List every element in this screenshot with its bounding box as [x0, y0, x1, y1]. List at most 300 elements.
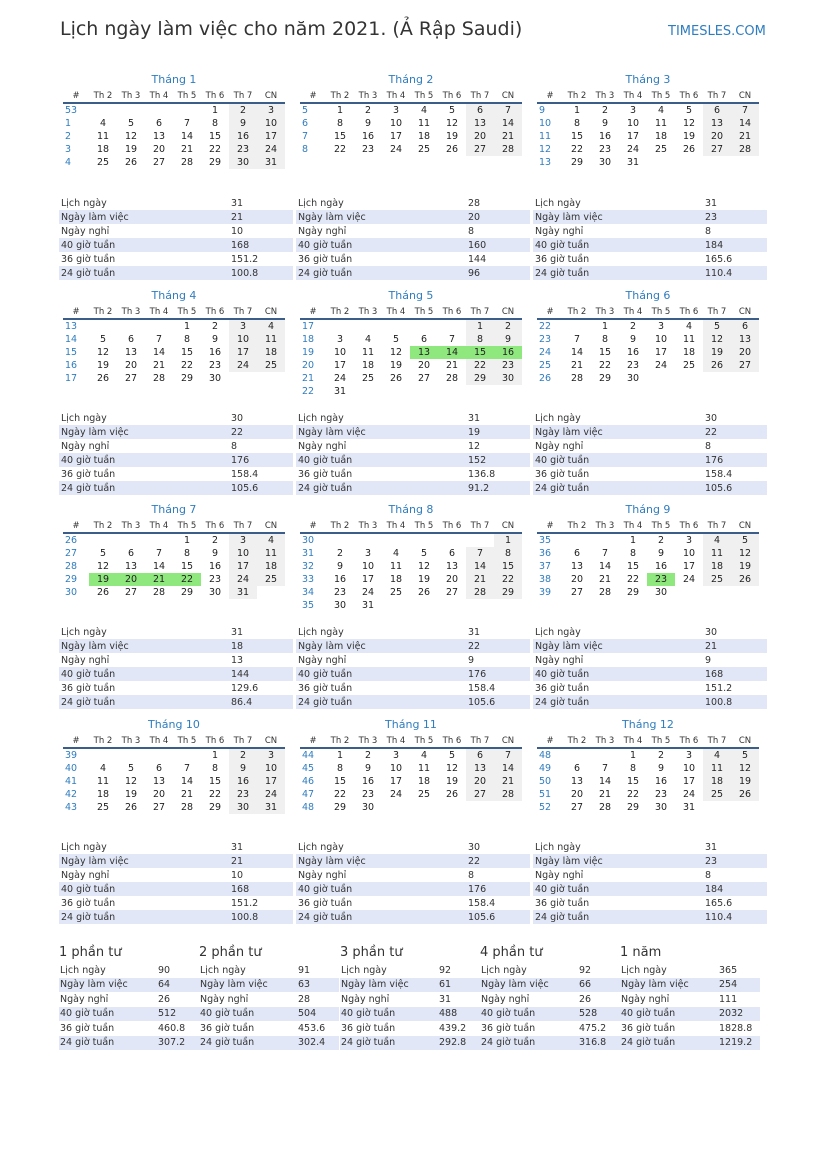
day-cell[interactable]: 19	[703, 346, 731, 359]
day-cell[interactable]: 31	[257, 801, 285, 814]
day-cell[interactable]: 2	[229, 748, 257, 762]
day-cell[interactable]: 22	[333, 789, 347, 800]
day-cell[interactable]: 31	[229, 586, 257, 599]
day-cell[interactable]: 21	[180, 789, 194, 800]
day-cell[interactable]: 8	[601, 334, 609, 345]
day-cell[interactable]: 17	[229, 560, 257, 573]
day-cell[interactable]: 13	[570, 561, 584, 572]
day-cell[interactable]: 17	[682, 776, 696, 787]
day-cell[interactable]: 16	[208, 561, 222, 572]
day-cell[interactable]: 6	[420, 334, 428, 345]
day-cell[interactable]: 26	[682, 144, 696, 155]
day-cell[interactable]: 23	[647, 573, 675, 586]
day-cell[interactable]: 26	[389, 373, 403, 384]
day-cell[interactable]: 11	[682, 334, 696, 345]
day-cell[interactable]: 15	[208, 776, 222, 787]
day-cell[interactable]: 24	[361, 587, 375, 598]
day-cell[interactable]: 12	[682, 118, 696, 129]
day-cell[interactable]: 28	[494, 788, 522, 801]
day-cell[interactable]: 29	[626, 587, 640, 598]
day-cell[interactable]: 22	[626, 574, 640, 585]
day-cell[interactable]: 2	[229, 103, 257, 117]
day-cell[interactable]: 10	[682, 763, 696, 774]
day-cell[interactable]: 18	[389, 574, 403, 585]
day-cell[interactable]: 3	[685, 750, 693, 761]
day-cell[interactable]: 23	[598, 144, 612, 155]
day-cell[interactable]: 4	[364, 334, 372, 345]
day-cell[interactable]: 2	[364, 105, 372, 116]
day-cell[interactable]: 1	[336, 105, 344, 116]
day-cell[interactable]: 19	[445, 131, 459, 142]
day-cell[interactable]: 3	[229, 533, 257, 547]
day-cell[interactable]: 31	[682, 802, 696, 813]
day-cell[interactable]: 10	[389, 763, 403, 774]
day-cell[interactable]: 4	[685, 321, 693, 332]
day-cell[interactable]: 24	[389, 789, 403, 800]
day-cell[interactable]: 30	[654, 802, 668, 813]
day-cell[interactable]: 13	[152, 131, 166, 142]
day-cell[interactable]: 4	[420, 105, 428, 116]
day-cell[interactable]: 28	[570, 373, 584, 384]
day-cell[interactable]: 9	[657, 548, 665, 559]
day-cell[interactable]: 29	[626, 802, 640, 813]
day-cell[interactable]: 22	[208, 144, 222, 155]
day-cell[interactable]: 12	[124, 776, 138, 787]
day-cell[interactable]: 21	[570, 360, 584, 371]
day-cell[interactable]: 20	[570, 574, 584, 585]
day-cell[interactable]: 16	[598, 131, 612, 142]
day-cell[interactable]: 9	[211, 334, 219, 345]
day-cell[interactable]: 16	[361, 131, 375, 142]
day-cell[interactable]: 24	[682, 789, 696, 800]
day-cell[interactable]: 20	[731, 346, 759, 359]
day-cell[interactable]: 24	[257, 143, 285, 156]
day-cell[interactable]: 12	[124, 131, 138, 142]
day-cell[interactable]: 4	[420, 750, 428, 761]
day-cell[interactable]: 19	[89, 573, 117, 586]
day-cell[interactable]: 19	[389, 360, 403, 371]
day-cell[interactable]: 29	[180, 373, 194, 384]
day-cell[interactable]: 12	[96, 347, 110, 358]
day-cell[interactable]: 4	[99, 763, 107, 774]
day-cell[interactable]: 5	[99, 548, 107, 559]
day-cell[interactable]: 16	[361, 776, 375, 787]
day-cell[interactable]: 18	[257, 346, 285, 359]
day-cell[interactable]: 19	[731, 775, 759, 788]
day-cell[interactable]: 29	[598, 373, 612, 384]
day-cell[interactable]: 13	[124, 561, 138, 572]
day-cell[interactable]: 26	[445, 789, 459, 800]
day-cell[interactable]: 27	[570, 802, 584, 813]
day-cell[interactable]: 30	[626, 373, 640, 384]
day-cell[interactable]: 10	[654, 334, 668, 345]
day-cell[interactable]: 6	[448, 548, 456, 559]
day-cell[interactable]: 3	[257, 748, 285, 762]
day-cell[interactable]: 16	[654, 776, 668, 787]
day-cell[interactable]: 21	[180, 144, 194, 155]
day-cell[interactable]: 20	[152, 144, 166, 155]
day-cell[interactable]: 30	[654, 587, 668, 598]
day-cell[interactable]: 30	[598, 157, 612, 168]
day-cell[interactable]: 19	[417, 574, 431, 585]
day-cell[interactable]: 18	[417, 776, 431, 787]
day-cell[interactable]: 16	[626, 347, 640, 358]
day-cell[interactable]: 2	[657, 750, 665, 761]
day-cell[interactable]: 4	[99, 118, 107, 129]
day-cell[interactable]: 28	[598, 802, 612, 813]
day-cell[interactable]: 15	[494, 560, 522, 573]
day-cell[interactable]: 24	[626, 144, 640, 155]
day-cell[interactable]: 15	[598, 347, 612, 358]
day-cell[interactable]: 1	[211, 750, 219, 761]
day-cell[interactable]: 8	[629, 548, 637, 559]
day-cell[interactable]: 24	[229, 359, 257, 372]
day-cell[interactable]: 1	[601, 321, 609, 332]
day-cell[interactable]: 18	[703, 560, 731, 573]
day-cell[interactable]: 4	[703, 748, 731, 762]
day-cell[interactable]: 27	[152, 157, 166, 168]
day-cell[interactable]: 3	[336, 334, 344, 345]
day-cell[interactable]: 15	[626, 776, 640, 787]
day-cell[interactable]: 21	[466, 573, 494, 586]
day-cell[interactable]: 28	[731, 143, 759, 156]
day-cell[interactable]: 30	[229, 801, 257, 814]
day-cell[interactable]: 27	[466, 143, 494, 156]
day-cell[interactable]: 9	[336, 561, 344, 572]
day-cell[interactable]: 31	[361, 600, 375, 611]
day-cell[interactable]: 28	[466, 586, 494, 599]
day-cell[interactable]: 22	[598, 360, 612, 371]
day-cell[interactable]: 7	[183, 763, 191, 774]
day-cell[interactable]: 16	[208, 347, 222, 358]
day-cell[interactable]: 18	[682, 347, 696, 358]
day-cell[interactable]: 21	[731, 130, 759, 143]
day-cell[interactable]: 8	[336, 763, 344, 774]
day-cell[interactable]: 2	[211, 535, 219, 546]
day-cell[interactable]: 12	[389, 347, 403, 358]
day-cell[interactable]: 7	[183, 118, 191, 129]
day-cell[interactable]: 7	[448, 334, 456, 345]
day-cell[interactable]: 14	[598, 561, 612, 572]
day-cell[interactable]: 2	[657, 535, 665, 546]
day-cell[interactable]: 7	[573, 334, 581, 345]
day-cell[interactable]: 10	[257, 762, 285, 775]
day-cell[interactable]: 29	[494, 586, 522, 599]
day-cell[interactable]: 13	[124, 347, 138, 358]
day-cell[interactable]: 7	[155, 548, 163, 559]
day-cell[interactable]: 7	[494, 748, 522, 762]
day-cell[interactable]: 25	[654, 144, 668, 155]
day-cell[interactable]: 18	[257, 560, 285, 573]
day-cell[interactable]: 4	[657, 105, 665, 116]
day-cell[interactable]: 17	[257, 130, 285, 143]
day-cell[interactable]: 27	[703, 143, 731, 156]
day-cell[interactable]: 21	[598, 574, 612, 585]
day-cell[interactable]: 19	[682, 131, 696, 142]
day-cell[interactable]: 27	[731, 359, 759, 372]
day-cell[interactable]: 21	[598, 789, 612, 800]
brand-link[interactable]: TIMESLES.COM	[668, 24, 766, 39]
day-cell[interactable]: 12	[445, 118, 459, 129]
day-cell[interactable]: 2	[364, 750, 372, 761]
day-cell[interactable]: 19	[96, 360, 110, 371]
day-cell[interactable]: 21	[152, 360, 166, 371]
day-cell[interactable]: 10	[361, 561, 375, 572]
day-cell[interactable]: 5	[685, 105, 693, 116]
day-cell[interactable]: 1	[466, 319, 494, 333]
day-cell[interactable]: 25	[96, 157, 110, 168]
day-cell[interactable]: 5	[448, 750, 456, 761]
day-cell[interactable]: 11	[257, 547, 285, 560]
day-cell[interactable]: 15	[333, 131, 347, 142]
day-cell[interactable]: 14	[731, 117, 759, 130]
day-cell[interactable]: 27	[124, 587, 138, 598]
day-cell[interactable]: 24	[654, 360, 668, 371]
day-cell[interactable]: 28	[598, 587, 612, 598]
day-cell[interactable]: 13	[703, 117, 731, 130]
day-cell[interactable]: 5	[731, 748, 759, 762]
day-cell[interactable]: 4	[392, 548, 400, 559]
day-cell[interactable]: 1	[211, 105, 219, 116]
day-cell[interactable]: 20	[703, 130, 731, 143]
day-cell[interactable]: 9	[629, 334, 637, 345]
day-cell[interactable]: 5	[448, 105, 456, 116]
day-cell[interactable]: 28	[152, 587, 166, 598]
day-cell[interactable]: 13	[466, 117, 494, 130]
day-cell[interactable]: 24	[333, 373, 347, 384]
day-cell[interactable]: 2	[336, 548, 344, 559]
day-cell[interactable]: 9	[364, 118, 372, 129]
day-cell[interactable]: 2	[629, 321, 637, 332]
day-cell[interactable]: 10	[389, 118, 403, 129]
day-cell[interactable]: 21	[445, 360, 459, 371]
day-cell[interactable]: 22	[173, 573, 201, 586]
day-cell[interactable]: 13	[445, 561, 459, 572]
day-cell[interactable]: 7	[731, 103, 759, 117]
day-cell[interactable]: 25	[257, 573, 285, 586]
day-cell[interactable]: 1	[494, 533, 522, 547]
day-cell[interactable]: 20	[466, 775, 494, 788]
day-cell[interactable]: 11	[654, 118, 668, 129]
day-cell[interactable]: 15	[180, 561, 194, 572]
day-cell[interactable]: 22	[208, 789, 222, 800]
day-cell[interactable]: 6	[127, 334, 135, 345]
day-cell[interactable]: 22	[570, 144, 584, 155]
day-cell[interactable]: 11	[96, 131, 110, 142]
day-cell[interactable]: 13	[570, 776, 584, 787]
day-cell[interactable]: 30	[361, 802, 375, 813]
day-cell[interactable]: 10	[626, 118, 640, 129]
day-cell[interactable]: 30	[494, 372, 522, 385]
day-cell[interactable]: 23	[626, 360, 640, 371]
day-cell[interactable]: 1	[629, 750, 637, 761]
day-cell[interactable]: 24	[229, 573, 257, 586]
day-cell[interactable]: 17	[361, 574, 375, 585]
day-cell[interactable]: 22	[494, 573, 522, 586]
day-cell[interactable]: 18	[417, 131, 431, 142]
day-cell[interactable]: 27	[466, 788, 494, 801]
day-cell[interactable]: 15	[333, 776, 347, 787]
day-cell[interactable]: 12	[445, 763, 459, 774]
day-cell[interactable]: 28	[152, 373, 166, 384]
day-cell[interactable]: 25	[389, 587, 403, 598]
day-cell[interactable]: 18	[96, 144, 110, 155]
day-cell[interactable]: 5	[99, 334, 107, 345]
day-cell[interactable]: 7	[494, 103, 522, 117]
day-cell[interactable]: 23	[229, 788, 257, 801]
day-cell[interactable]: 8	[183, 548, 191, 559]
day-cell[interactable]: 9	[229, 117, 257, 130]
day-cell[interactable]: 13	[731, 333, 759, 346]
day-cell[interactable]: 5	[127, 118, 135, 129]
day-cell[interactable]: 30	[208, 587, 222, 598]
day-cell[interactable]: 27	[152, 802, 166, 813]
day-cell[interactable]: 30	[229, 156, 257, 169]
day-cell[interactable]: 31	[626, 157, 640, 168]
day-cell[interactable]: 11	[703, 762, 731, 775]
day-cell[interactable]: 28	[494, 143, 522, 156]
day-cell[interactable]: 13	[410, 346, 438, 359]
day-cell[interactable]: 25	[417, 789, 431, 800]
day-cell[interactable]: 30	[333, 600, 347, 611]
day-cell[interactable]: 20	[117, 573, 145, 586]
day-cell[interactable]: 27	[570, 587, 584, 598]
day-cell[interactable]: 25	[682, 360, 696, 371]
day-cell[interactable]: 25	[96, 802, 110, 813]
day-cell[interactable]: 7	[155, 334, 163, 345]
day-cell[interactable]: 25	[361, 373, 375, 384]
day-cell[interactable]: 29	[466, 372, 494, 385]
day-cell[interactable]: 9	[364, 763, 372, 774]
day-cell[interactable]: 29	[208, 157, 222, 168]
day-cell[interactable]: 2	[601, 105, 609, 116]
day-cell[interactable]: 27	[124, 373, 138, 384]
day-cell[interactable]: 1	[183, 321, 191, 332]
day-cell[interactable]: 29	[333, 802, 347, 813]
day-cell[interactable]: 22	[626, 789, 640, 800]
day-cell[interactable]: 19	[124, 144, 138, 155]
day-cell[interactable]: 25	[703, 788, 731, 801]
day-cell[interactable]: 29	[180, 587, 194, 598]
day-cell[interactable]: 20	[417, 360, 431, 371]
day-cell[interactable]: 16	[654, 561, 668, 572]
day-cell[interactable]: 15	[208, 131, 222, 142]
day-cell[interactable]: 26	[703, 359, 731, 372]
day-cell[interactable]: 9	[211, 548, 219, 559]
day-cell[interactable]: 31	[333, 386, 347, 397]
day-cell[interactable]: 11	[361, 347, 375, 358]
day-cell[interactable]: 17	[229, 346, 257, 359]
day-cell[interactable]: 2	[211, 321, 219, 332]
day-cell[interactable]: 1	[573, 105, 581, 116]
day-cell[interactable]: 19	[731, 560, 759, 573]
day-cell[interactable]: 20	[570, 789, 584, 800]
day-cell[interactable]: 27	[445, 587, 459, 598]
day-cell[interactable]: 8	[573, 118, 581, 129]
day-cell[interactable]: 6	[466, 103, 494, 117]
day-cell[interactable]: 14	[466, 560, 494, 573]
day-cell[interactable]: 23	[229, 143, 257, 156]
day-cell[interactable]: 26	[731, 573, 759, 586]
day-cell[interactable]: 26	[731, 788, 759, 801]
day-cell[interactable]: 26	[124, 802, 138, 813]
day-cell[interactable]: 26	[96, 587, 110, 598]
day-cell[interactable]: 21	[494, 130, 522, 143]
day-cell[interactable]: 28	[445, 373, 459, 384]
day-cell[interactable]: 29	[208, 802, 222, 813]
day-cell[interactable]: 11	[417, 763, 431, 774]
day-cell[interactable]: 23	[208, 360, 222, 371]
day-cell[interactable]: 24	[389, 144, 403, 155]
day-cell[interactable]: 24	[257, 788, 285, 801]
day-cell[interactable]: 19	[445, 776, 459, 787]
day-cell[interactable]: 17	[626, 131, 640, 142]
day-cell[interactable]: 4	[257, 319, 285, 333]
day-cell[interactable]: 22	[180, 360, 194, 371]
day-cell[interactable]: 17	[389, 776, 403, 787]
day-cell[interactable]: 3	[364, 548, 372, 559]
day-cell[interactable]: 17	[257, 775, 285, 788]
day-cell[interactable]: 26	[417, 587, 431, 598]
day-cell[interactable]: 6	[155, 118, 163, 129]
day-cell[interactable]: 14	[438, 346, 466, 359]
day-cell[interactable]: 16	[333, 574, 347, 585]
day-cell[interactable]: 23	[361, 789, 375, 800]
day-cell[interactable]: 8	[211, 763, 219, 774]
day-cell[interactable]: 15	[180, 347, 194, 358]
day-cell[interactable]: 14	[570, 347, 584, 358]
day-cell[interactable]: 23	[494, 359, 522, 372]
day-cell[interactable]: 26	[445, 144, 459, 155]
day-cell[interactable]: 6	[573, 548, 581, 559]
day-cell[interactable]: 6	[573, 763, 581, 774]
day-cell[interactable]: 11	[257, 333, 285, 346]
day-cell[interactable]: 26	[96, 373, 110, 384]
day-cell[interactable]: 10	[333, 347, 347, 358]
day-cell[interactable]: 14	[180, 776, 194, 787]
day-cell[interactable]: 7	[601, 548, 609, 559]
day-cell[interactable]: 12	[96, 561, 110, 572]
day-cell[interactable]: 20	[466, 130, 494, 143]
day-cell[interactable]: 9	[494, 333, 522, 346]
day-cell[interactable]: 26	[124, 157, 138, 168]
day-cell[interactable]: 18	[703, 775, 731, 788]
day-cell[interactable]: 15	[466, 346, 494, 359]
day-cell[interactable]: 24	[682, 574, 696, 585]
day-cell[interactable]: 3	[392, 750, 400, 761]
day-cell[interactable]: 9	[601, 118, 609, 129]
day-cell[interactable]: 5	[731, 533, 759, 547]
day-cell[interactable]: 11	[96, 776, 110, 787]
day-cell[interactable]: 17	[654, 347, 668, 358]
day-cell[interactable]: 16	[229, 775, 257, 788]
day-cell[interactable]: 5	[420, 548, 428, 559]
day-cell[interactable]: 9	[657, 763, 665, 774]
day-cell[interactable]: 15	[626, 561, 640, 572]
day-cell[interactable]: 3	[629, 105, 637, 116]
day-cell[interactable]: 6	[155, 763, 163, 774]
day-cell[interactable]: 28	[180, 157, 194, 168]
day-cell[interactable]: 12	[731, 547, 759, 560]
day-cell[interactable]: 17	[333, 360, 347, 371]
day-cell[interactable]: 21	[494, 775, 522, 788]
day-cell[interactable]: 10	[682, 548, 696, 559]
day-cell[interactable]: 4	[703, 533, 731, 547]
day-cell[interactable]: 8	[211, 118, 219, 129]
day-cell[interactable]: 6	[466, 748, 494, 762]
day-cell[interactable]: 3	[229, 319, 257, 333]
day-cell[interactable]: 3	[685, 535, 693, 546]
